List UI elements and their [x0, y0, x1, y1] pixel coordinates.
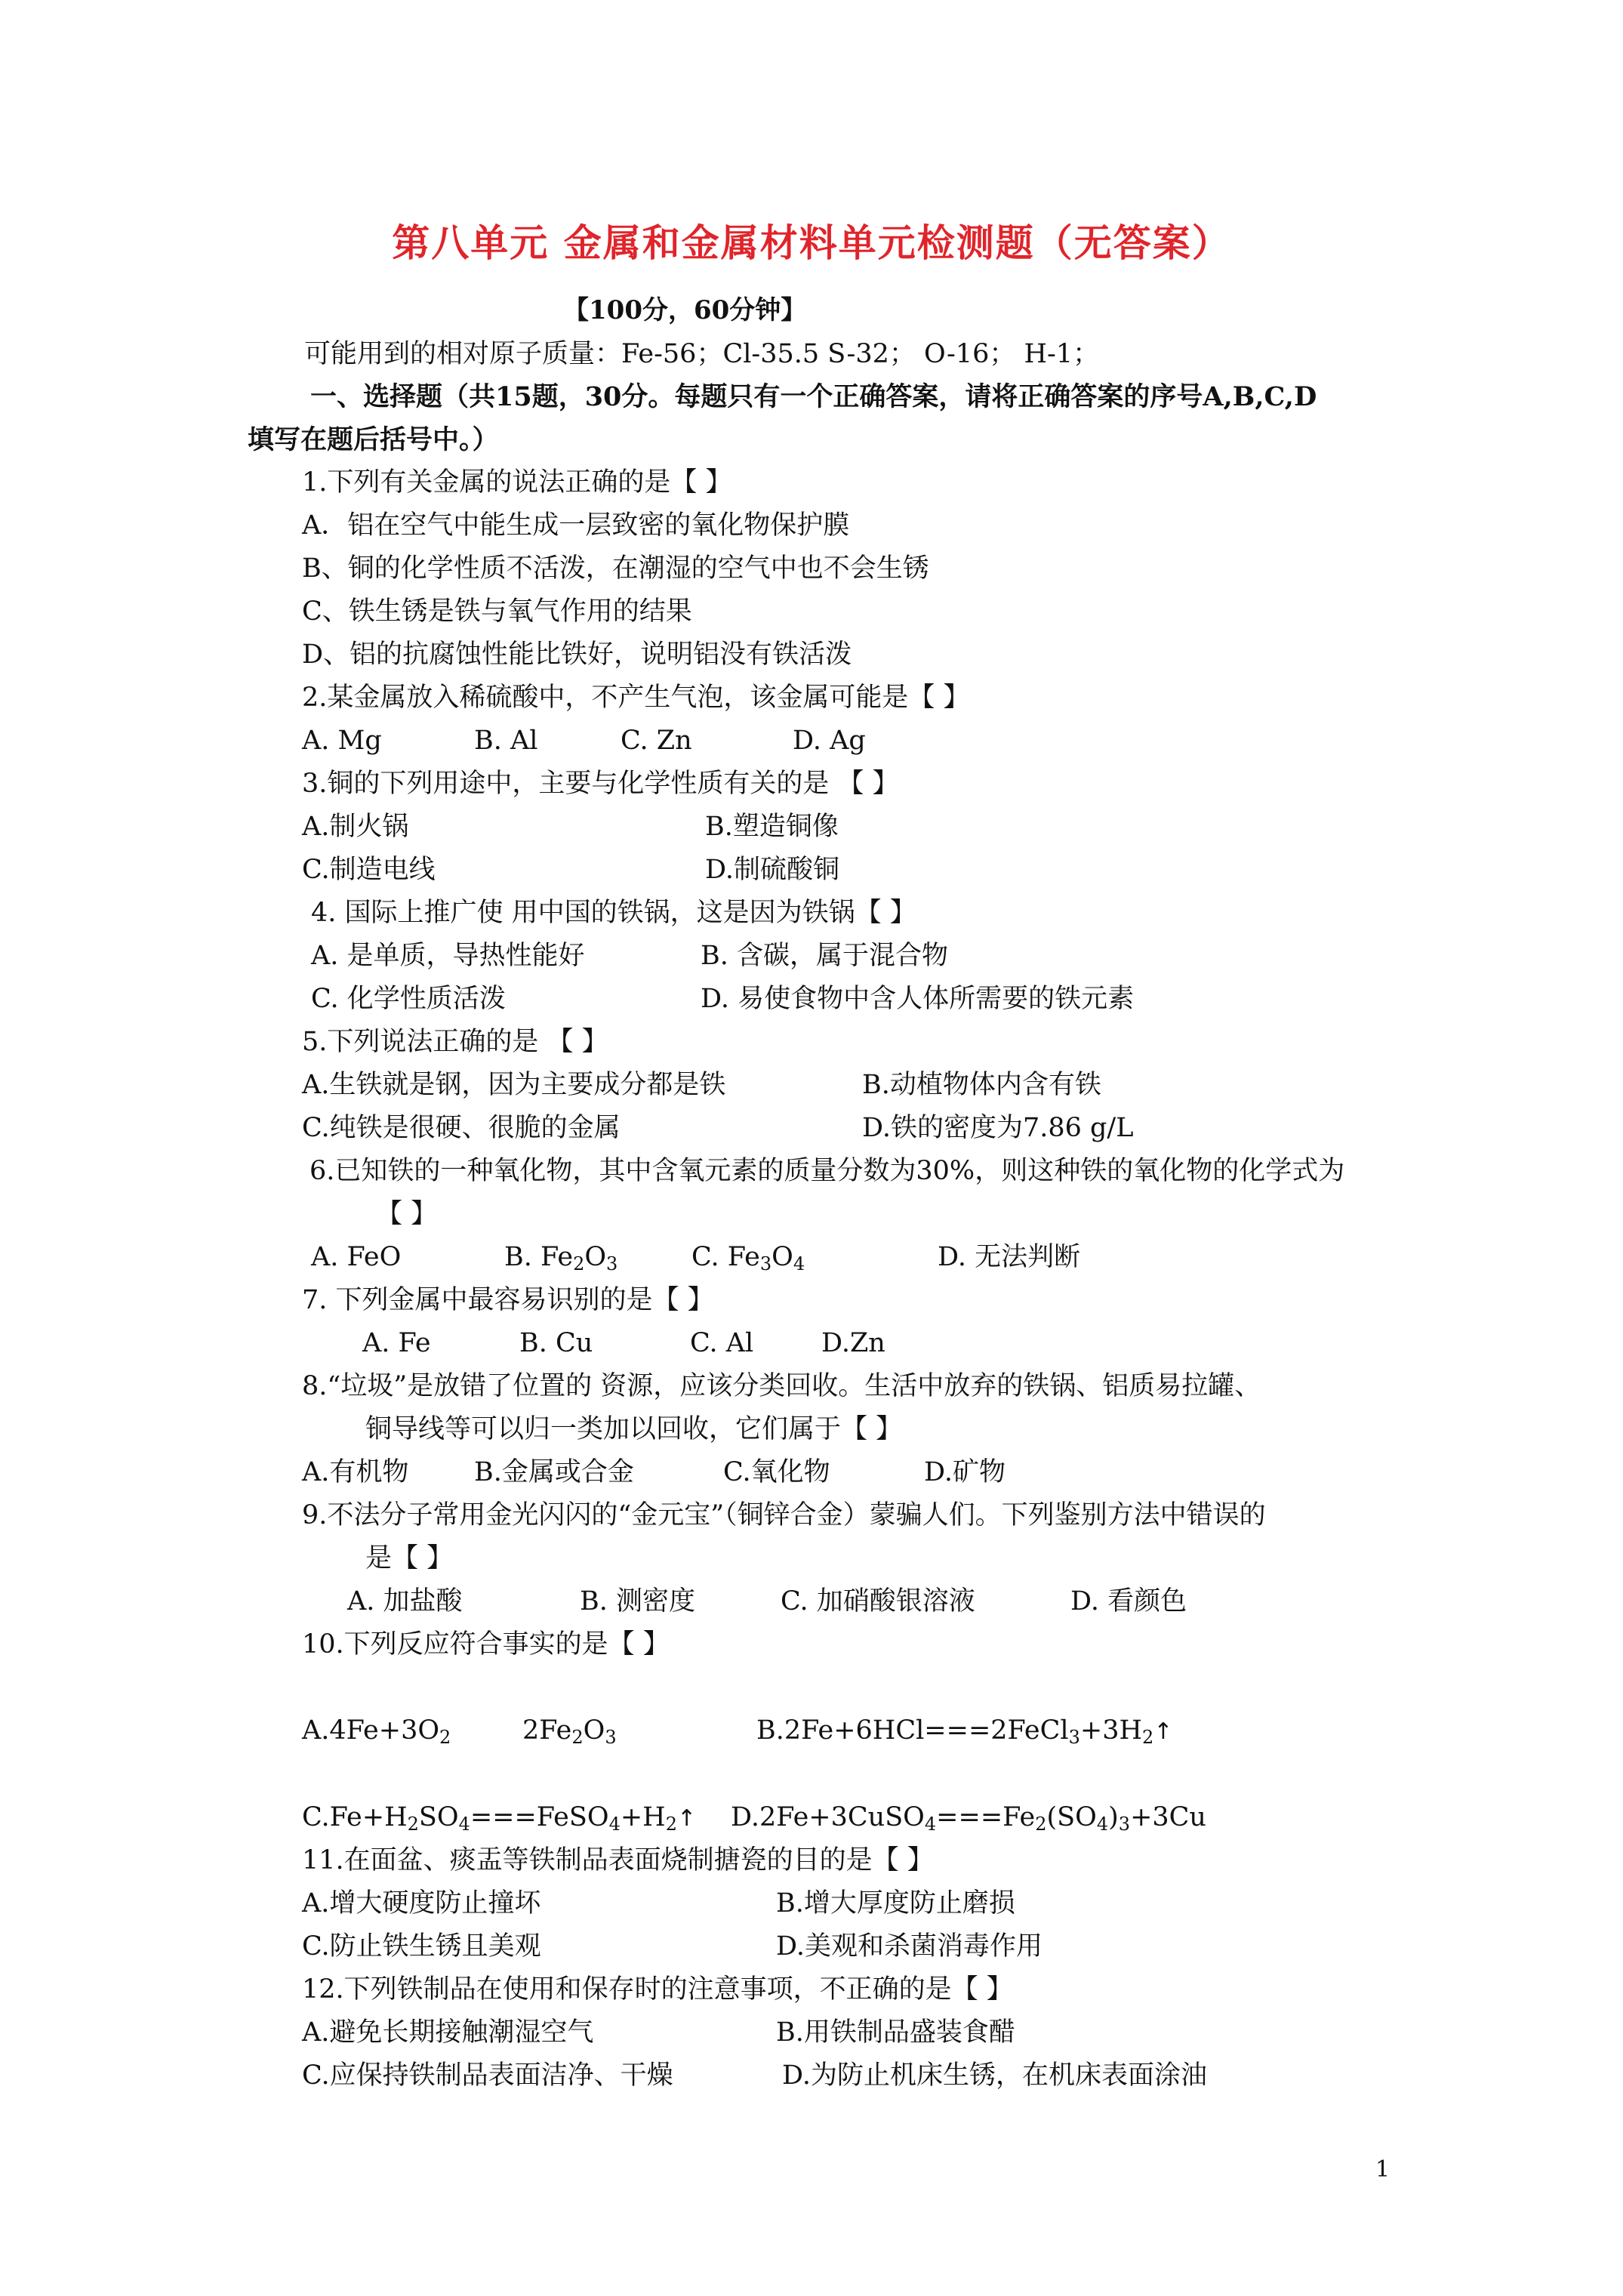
section-heading-continued: 填写在题后括号中。） — [248, 424, 499, 455]
q7-option-a: A. Fe — [362, 1328, 431, 1358]
question-7: 7. 下列金属中最容易识别的是【 】 — [302, 1285, 714, 1315]
q7-option-c: C. Al — [690, 1328, 754, 1358]
q6-option-a: A. FeO — [311, 1242, 402, 1272]
atomic-masses-note: 可能用到的相对原子质量：Fe-56；Cl-35.5 S-32； O-16； H-1； — [304, 339, 1100, 369]
q5-option-d: D.铁的密度为7.86 g/L — [862, 1113, 1134, 1143]
question-6: 6.已知铁的一种氧化物，其中含氧元素的质量分数为30%，则这种铁的氧化物的化学式为 — [310, 1156, 1345, 1186]
q1-option-d: D、铝的抗腐蚀性能比铁好，说明铝没有铁活泼 — [302, 639, 852, 670]
question-9: 9.不法分子常用金光闪闪的“金元宝”（铜锌合金）蒙骗人们。下列鉴别方法中错误的 — [302, 1500, 1266, 1530]
q6-option-d: D. 无法判断 — [938, 1242, 1081, 1272]
q2-option-b: B. Al — [474, 726, 538, 756]
q1-option-a: A．铝在空气中能生成一层致密的氧化物保护膜 — [302, 510, 850, 541]
q11-option-a: A.增大硬度防止撞坏 — [302, 1888, 541, 1918]
q6-answer-bracket: 【 】 — [376, 1199, 438, 1229]
q5-option-c: C.纯铁是很硬、很脆的金属 — [302, 1113, 621, 1143]
q12-option-d: D.为防止机床生锈，在机床表面涂油 — [782, 2060, 1207, 2091]
question-11: 11.在面盆、痰盂等铁制品表面烧制搪瓷的目的是【 】 — [302, 1845, 934, 1875]
q2-option-c: C. Zn — [621, 726, 692, 756]
q6-option-c: C. $Fe_3O_4$ — [691, 1242, 805, 1274]
q3-option-c: C.制造电线 — [302, 855, 436, 885]
q9-option-a: A. 加盐酸 — [347, 1586, 463, 1616]
q9-option-b: B. 测密度 — [580, 1586, 695, 1616]
q12-option-c: C.应保持铁制品表面洁净、干燥 — [302, 2060, 673, 2091]
page-title: 第八单元 金属和金属材料单元检测题（无答案） — [392, 220, 1231, 265]
q2-option-a: A. Mg — [302, 726, 382, 756]
q10-option-d: $D.2Fe+3CuSO_4===Fe_2(SO_4)_3+3Cu$ — [731, 1802, 1206, 1835]
question-12: 12.下列铁制品在使用和保存时的注意事项，不正确的是【 】 — [302, 1974, 1013, 2005]
q5-option-a: A.生铁就是钢，因为主要成分都是铁 — [302, 1070, 726, 1100]
q4-option-b: B. 含碳，属于混合物 — [701, 941, 948, 971]
question-1: 1.下列有关金属的说法正确的是【 】 — [302, 467, 732, 498]
gas-arrow-icon: ↑ — [1153, 1718, 1173, 1745]
q9-option-c: C. 加硝酸银溶液 — [781, 1586, 975, 1616]
q11-option-d: D.美观和杀菌消毒作用 — [776, 1931, 1042, 1962]
q5-option-b: B.动植物体内含有铁 — [862, 1070, 1101, 1100]
q9-option-d: D. 看颜色 — [1070, 1586, 1187, 1616]
q12-option-b: B.用铁制品盛装食醋 — [776, 2017, 1015, 2048]
q7-option-b: B. Cu — [519, 1328, 593, 1358]
question-9-continued: 是【 】 — [365, 1543, 454, 1573]
q10-option-c: $C.Fe+H_2SO_4===FeSO_4+H_2↑$ — [302, 1802, 697, 1835]
q11-option-c: C.防止铁生锈且美观 — [302, 1931, 541, 1962]
q12-option-a: A.避免长期接触潮湿空气 — [302, 2017, 594, 2048]
question-3: 3.铜的下列用途中，主要与化学性质有关的是 【 】 — [302, 769, 899, 799]
q8-option-a: A.有机物 — [302, 1457, 409, 1487]
page-number: 1 — [1375, 2156, 1390, 2183]
question-8: 8.“垃圾”是放错了位置的 资源，应该分类回收。生活中放弃的铁锅、铝质易拉罐、 — [302, 1371, 1261, 1401]
q8-option-d: D.矿物 — [924, 1457, 1006, 1487]
q1-option-b: B、铜的化学性质不活泼，在潮湿的空气中也不会生锈 — [302, 553, 929, 584]
q10-option-b: $B.2Fe+6HCl===2FeCl_3+3H_2↑$ — [756, 1715, 1173, 1748]
q4-option-d: D. 易使食物中含人体所需要的铁元素 — [701, 984, 1135, 1014]
question-4: 4. 国际上推广使 用中国的铁锅，这是因为铁锅【 】 — [311, 898, 916, 928]
question-10: 10.下列反应符合事实的是【 】 — [302, 1629, 670, 1660]
section-heading: 一、选择题（共15题，30分。每题只有一个正确答案，请将正确答案的序号A,B,C,D — [310, 381, 1317, 412]
q3-option-a: A.制火锅 — [302, 812, 409, 842]
q11-option-b: B.增大厚度防止磨损 — [776, 1888, 1015, 1918]
score-time-note: 【100分，60分钟】 — [563, 295, 807, 325]
q2-option-d: D. Ag — [793, 726, 866, 756]
q3-option-b: B.塑造铜像 — [705, 812, 839, 842]
gas-arrow-icon: ↑ — [676, 1805, 697, 1832]
q1-option-c: C、铁生锈是铁与氧气作用的结果 — [302, 596, 692, 627]
q10-option-a-product: $2Fe_2O_3$ — [522, 1715, 617, 1748]
q3-option-d: D.制硫酸铜 — [705, 855, 839, 885]
question-5: 5.下列说法正确的是 【 】 — [302, 1027, 608, 1057]
question-2: 2.某金属放入稀硫酸中，不产生气泡，该金属可能是【 】 — [302, 683, 970, 713]
q8-option-c: C.氧化物 — [723, 1457, 830, 1487]
q8-option-b: B.金属或合金 — [474, 1457, 634, 1487]
q6-option-b: B. $Fe_2O_3$ — [504, 1242, 618, 1274]
q4-option-c: C. 化学性质活泼 — [311, 984, 506, 1014]
q10-option-a: $A.4Fe+3O_2$ — [302, 1715, 451, 1748]
question-8-continued: 铜导线等可以归一类加以回收，它们属于【 】 — [365, 1414, 903, 1444]
q7-option-d: D.Zn — [821, 1328, 885, 1358]
q4-option-a: A. 是单质，导热性能好 — [311, 941, 585, 971]
